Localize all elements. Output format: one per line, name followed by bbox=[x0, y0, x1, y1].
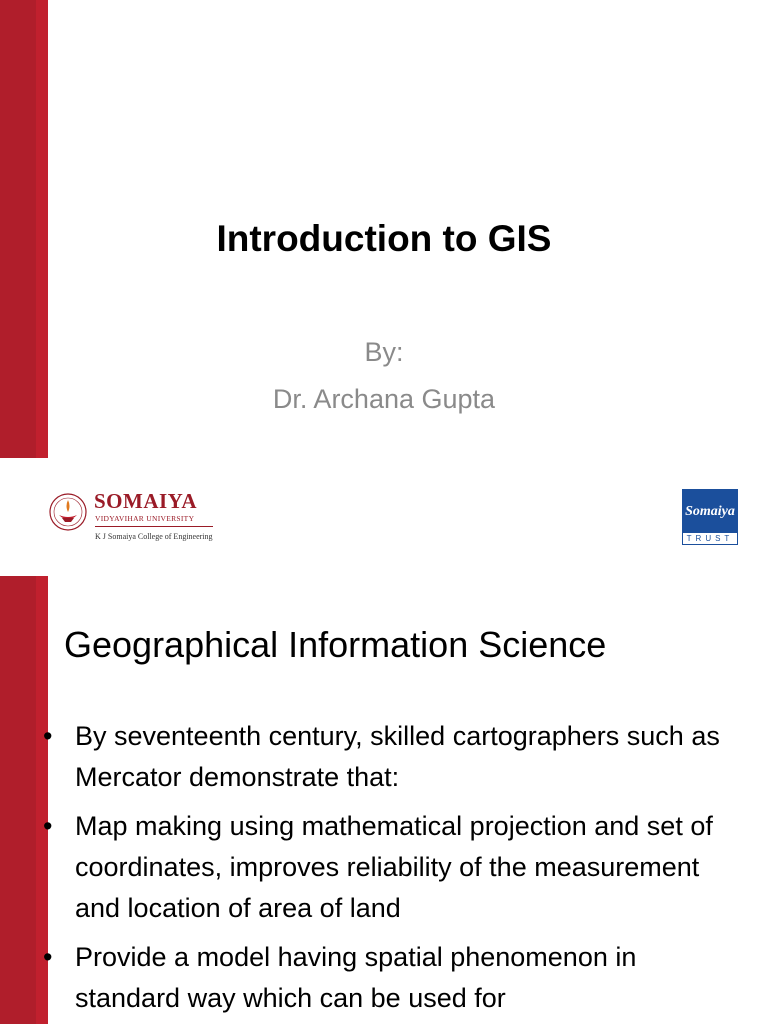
somaiya-trust-logo bbox=[682, 489, 738, 545]
bullet-list bbox=[0, 716, 768, 1024]
bullet-text: Map making using mathematical projection and set of coordinates, improves reliability of the measurement and location of area of land bbox=[75, 811, 713, 923]
slide-content bbox=[0, 576, 768, 1024]
bullet-dot-icon: • bbox=[43, 942, 53, 972]
logo-brand-text: SOMAIYA bbox=[94, 489, 198, 513]
author-name: Dr. Archana Gupta bbox=[272, 384, 496, 414]
logo-divider bbox=[95, 526, 213, 527]
bullet-item bbox=[0, 716, 768, 798]
bullet-text: Provide a model having spatial phenomenon in standard way which can be used for bbox=[75, 942, 637, 1013]
trust-tag-text: TRUST bbox=[686, 534, 734, 543]
logo-university-text: VIDYAVIHAR UNIVERSITY bbox=[95, 514, 195, 523]
bullet-item bbox=[0, 937, 768, 1019]
bullet-item bbox=[0, 806, 768, 929]
bullet-text: By seventeenth century, skilled cartographers such as Mercator demonstrate that: bbox=[75, 721, 720, 792]
slide-heading: Geographical Information Science bbox=[64, 624, 607, 665]
by-label: By: bbox=[364, 337, 404, 367]
trust-brand-text: Somaiya bbox=[683, 490, 737, 533]
somaiya-emblem-icon bbox=[47, 488, 89, 544]
logo-college-text: K J Somaiya College of Engineering bbox=[95, 532, 213, 541]
bullet-dot-icon: • bbox=[43, 811, 53, 841]
bullet-dot-icon: • bbox=[43, 721, 53, 751]
slide-title-text: Introduction to GIS bbox=[216, 218, 552, 259]
somaiya-university-logo bbox=[47, 488, 217, 546]
